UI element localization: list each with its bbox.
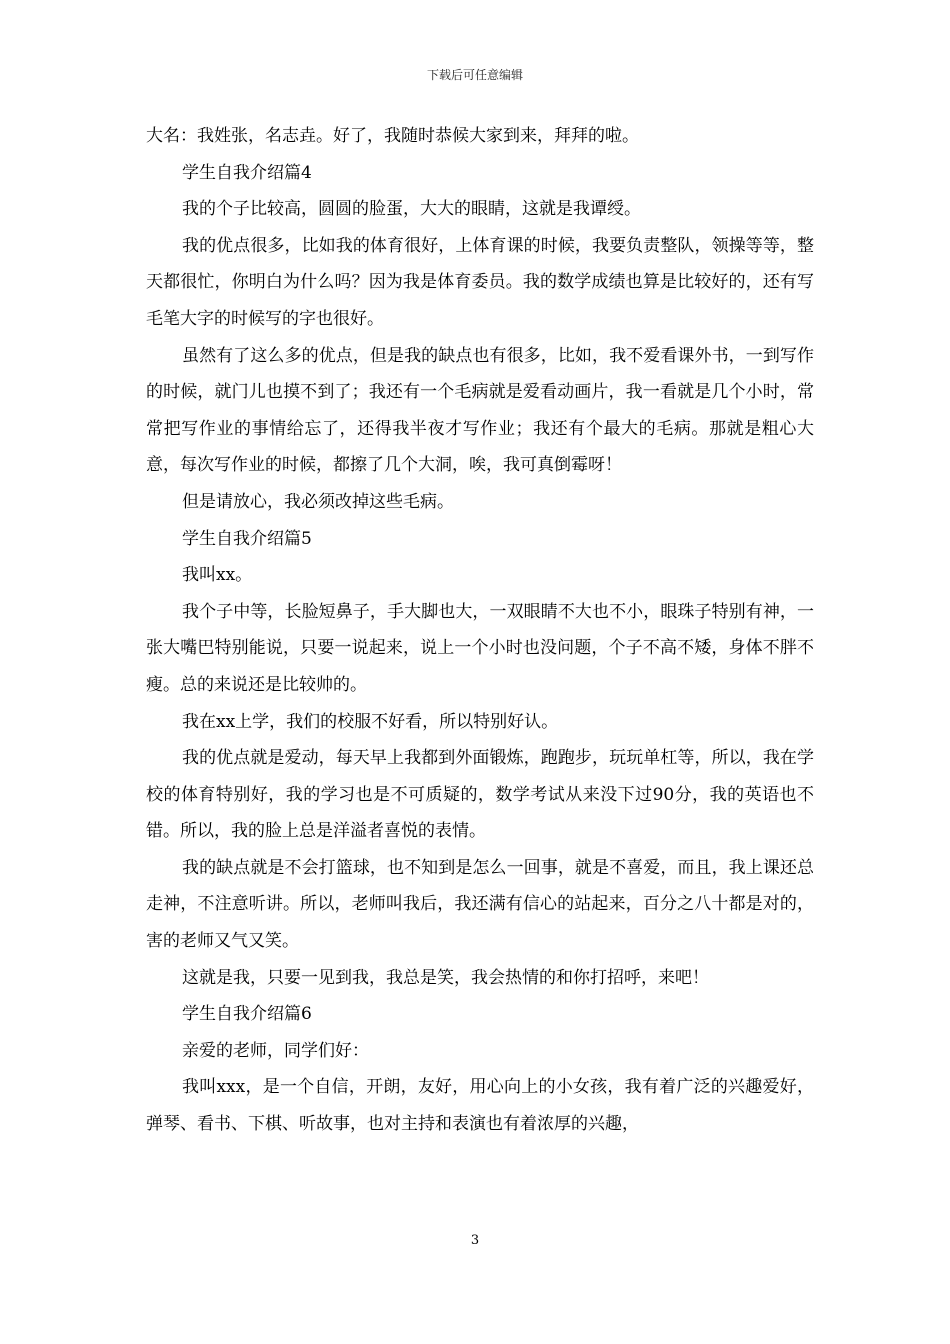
document-body	[146, 118, 814, 1143]
paragraph: 我的优点就是爱动，每天早上我都到外面锻炼，跑跑步，玩玩单杠等，所以，我在学校的体育特别好，我的学习也是不可质疑的，数学考试从来没下过90分，我的英语也不错。所以，我的脸上总是洋溢者喜悦的表情。	[146, 748, 814, 842]
paragraph: 大名：我姓张，名志垚。好了，我随时恭候大家到来，拜拜的啦。	[146, 126, 639, 146]
paragraph: 我个子中等，长脸短鼻子，手大脚也大，一双眼睛不大也不小，眼珠子特别有神，一张大嘴巴特别能说，只要一说起来，说上一个小时也没问题，个子不高不矮，身体不胖不瘦。总的来说还是比较帅的。	[146, 601, 814, 695]
section-heading: 学生自我介绍篇5	[182, 528, 312, 549]
page-header: 下载后可任意编辑	[426, 68, 523, 82]
paragraph: 虽然有了这么多的优点，但是我的缺点也有很多，比如，我不爱看课外书，一到写作的时候，就门儿也摸不到了；我还有一个毛病就是爱看动画片，我一看就是几个小时，常常把写作业的事情给忘了，还得我半夜才写作业；我还有个最大的毛病。那就是粗心大意，每次写作业的时候，都擦了几个大洞，唉，我可真倒霉呀！	[146, 345, 814, 476]
paragraph: 亲爱的老师，同学们好：	[182, 1040, 369, 1061]
paragraph: 我的个子比较高，圆圆的脸蛋，大大的眼睛，这就是我谭绶。	[182, 199, 641, 220]
page-number: 3	[470, 1233, 480, 1248]
paragraph: 我的优点很多，比如我的体育很好，上体育课的时候，我要负责整队，领操等等，整天都很忙，你明白为什么吗？因为我是体育委员。我的数学成绩也算是比较好的，还有写毛笔大字的时候写的字也很好。	[146, 235, 814, 329]
section-heading: 学生自我介绍篇6	[182, 1004, 312, 1025]
paragraph: 这就是我，只要一见到我，我总是笑，我会热情的和你打招呼，来吧！	[182, 967, 709, 988]
paragraph: 我的缺点就是不会打篮球，也不知到是怎么一回事，就是不喜爱，而且，我上课还总走神，不注意听讲。所以，老师叫我后，我还满有信心的站起来，百分之八十都是对的，害的老师又气又笑。	[146, 857, 814, 952]
paragraph: 我叫xx。	[182, 565, 253, 586]
section-heading: 学生自我介绍篇4	[182, 162, 312, 183]
paragraph: 我在xx上学，我们的校服不好看，所以特别好认。	[182, 711, 559, 732]
paragraph: 但是请放心，我必须改掉这些毛病。	[182, 491, 454, 512]
paragraph: 我叫xxx，是一个自信，开朗，友好，用心向上的小女孩，我有着广泛的兴趣爱好，弹琴、看书、下棋、听故事，也对主持和表演也有着浓厚的兴趣，	[146, 1077, 814, 1135]
